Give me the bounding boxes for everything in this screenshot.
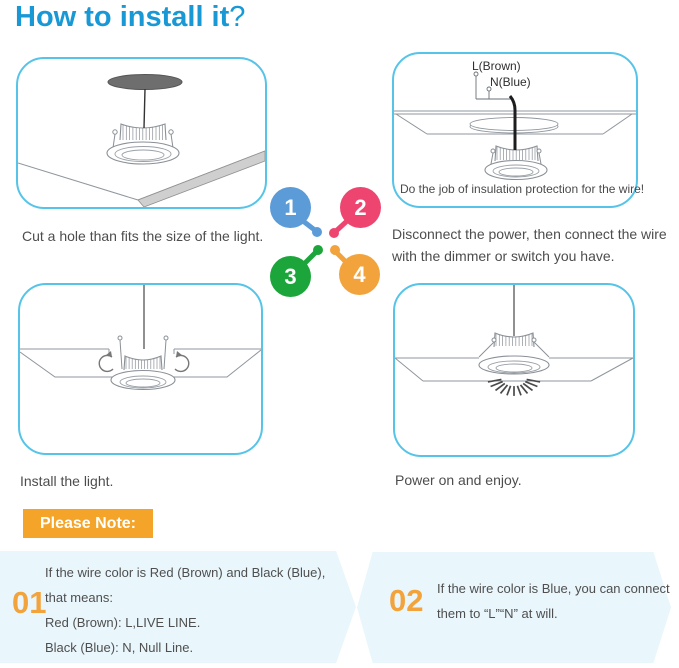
step3-panel bbox=[18, 283, 263, 455]
step2-panel bbox=[392, 52, 645, 208]
step-1-bubble bbox=[270, 187, 311, 228]
trim-ring bbox=[479, 356, 549, 374]
page-title bbox=[15, 1, 245, 34]
step-4-bubble bbox=[339, 254, 380, 295]
note1-text bbox=[45, 560, 345, 660]
step1-cut-hole-illustration bbox=[18, 59, 265, 207]
note1-line-2: that means: bbox=[45, 590, 113, 605]
insulation-note: Do the job of insulation protection for the wire! bbox=[400, 182, 645, 196]
downlight bbox=[107, 115, 179, 164]
step-3-number: 3 bbox=[284, 264, 297, 289]
note2-line-1: If the wire color is Blue, you can connect bbox=[437, 581, 670, 596]
neutral-wire-label: N(Blue) bbox=[490, 75, 531, 89]
step-4-number: 4 bbox=[353, 262, 366, 287]
step1-caption: Cut a hole than fits the size of the light. bbox=[22, 228, 264, 244]
step4-power-on-illustration bbox=[395, 285, 633, 455]
note2-line-2: them to “L”“N” at will. bbox=[437, 606, 558, 621]
step1-panel bbox=[16, 57, 267, 209]
step-1-number: 1 bbox=[284, 195, 297, 220]
note2-text bbox=[437, 576, 672, 626]
note1-line-3: Red (Brown): L,LIVE LINE. bbox=[45, 615, 201, 630]
page-title-text: How to install it bbox=[15, 1, 230, 33]
step4-panel bbox=[393, 283, 635, 457]
step-3-bubble bbox=[270, 256, 311, 297]
cut-hole bbox=[108, 75, 182, 90]
title-question-mark: ? bbox=[229, 1, 246, 33]
step-2-bubble bbox=[340, 187, 381, 228]
step3-caption: Install the light. bbox=[20, 473, 114, 489]
note-heading: Please Note: bbox=[23, 509, 153, 538]
live-wire-label: L(Brown) bbox=[472, 59, 521, 73]
note1-line-4: Black (Blue): N, Null Line. bbox=[45, 640, 194, 655]
rotate-arrow-right bbox=[175, 351, 189, 371]
rotate-arrow-left bbox=[99, 351, 113, 371]
step3-install-illustration bbox=[20, 285, 261, 453]
step2-caption: Disconnect the power, then connect the wire with the dimmer or switch you have. bbox=[392, 226, 667, 264]
note1-line-1: If the wire color is Red (Brown) and Black (Blue), bbox=[45, 565, 326, 580]
light-rays bbox=[488, 379, 540, 396]
note2-number: 02 bbox=[389, 583, 424, 618]
step4-caption: Power on and enjoy. bbox=[395, 472, 522, 488]
hanging-wire bbox=[144, 89, 145, 128]
step-2-number: 2 bbox=[354, 195, 367, 220]
note1-number: 01 bbox=[12, 585, 47, 620]
